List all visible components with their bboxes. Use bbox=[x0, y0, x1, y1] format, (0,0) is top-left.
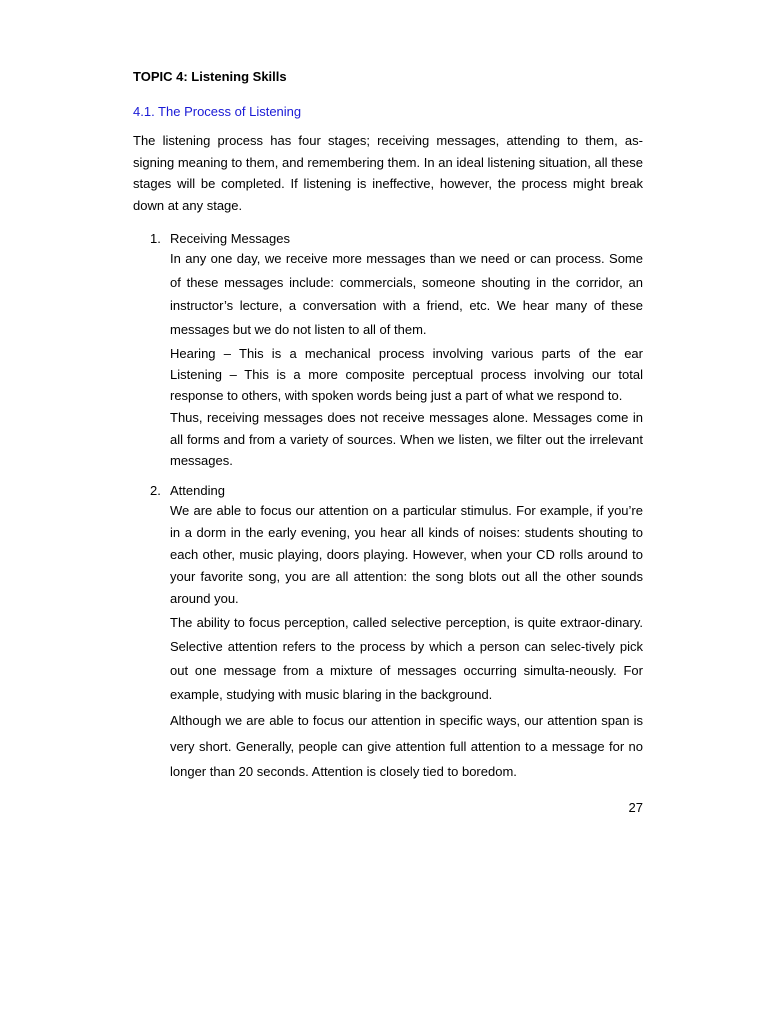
list-item-title: Attending bbox=[170, 483, 225, 498]
list-item-number: 2. bbox=[150, 483, 161, 498]
list-item-body bbox=[170, 500, 643, 785]
body-paragraph: Although we are able to focus our attention in specific ways, our attention span is very short. Generally, people can give attention full attention to a message for no longer than 20 seconds. Attention is closely tied to boredom. bbox=[170, 713, 643, 779]
section-heading: 4.1. The Process of Listening bbox=[133, 104, 302, 119]
body-paragraph: In any one day, we receive more messages than we need or can process. Some of these messages include: commercials, someone shouting in the corridor, an instructor’s lecture, a conversation with a friend, etc. We hear many of these messages but we do not listen to all of them. bbox=[170, 251, 643, 337]
body-paragraph: Hearing – This is a mechanical process involving various parts of the ear Listening – This is a more composite perceptual process involving our total response to others, with spoken words being just a part of what we respond to. bbox=[170, 346, 643, 403]
page-number: 27 bbox=[628, 800, 643, 815]
list-item-number: 1. bbox=[150, 231, 161, 246]
list-item-title: Receiving Messages bbox=[170, 231, 290, 246]
topic-heading: TOPIC 4: Listening Skills bbox=[133, 69, 287, 84]
intro-paragraph: The listening process has four stages; receiving messages, attending to them, as-signing meaning to them, and remembering them. In an ideal listening situation, all these stages will be completed. If listening is ineffective, however, the process might break down at any stage. bbox=[133, 133, 643, 213]
body-paragraph: The ability to focus perception, called selective perception, is quite extraor-dinary. Selective attention refers to the process by which a person can selec-tively pick out one message from a mixture of messages occurring simulta-neously. For example, studying with music blaring in the background. bbox=[170, 615, 643, 702]
body-paragraph: Thus, receiving messages does not receive messages alone. Messages come in all forms and from a variety of sources. When we listen, we filter out the irrelevant messages. bbox=[170, 410, 643, 468]
list-item-body bbox=[170, 247, 643, 472]
body-paragraph: We are able to focus our attention on a particular stimulus. For example, if you’re in a dorm in the early evening, you hear all kinds of noises: students shouting to each other, music playing, doors playing. However, when your CD rolls around to your favorite song, you are all attention: the song blots out all the other sounds around you. bbox=[170, 503, 643, 606]
